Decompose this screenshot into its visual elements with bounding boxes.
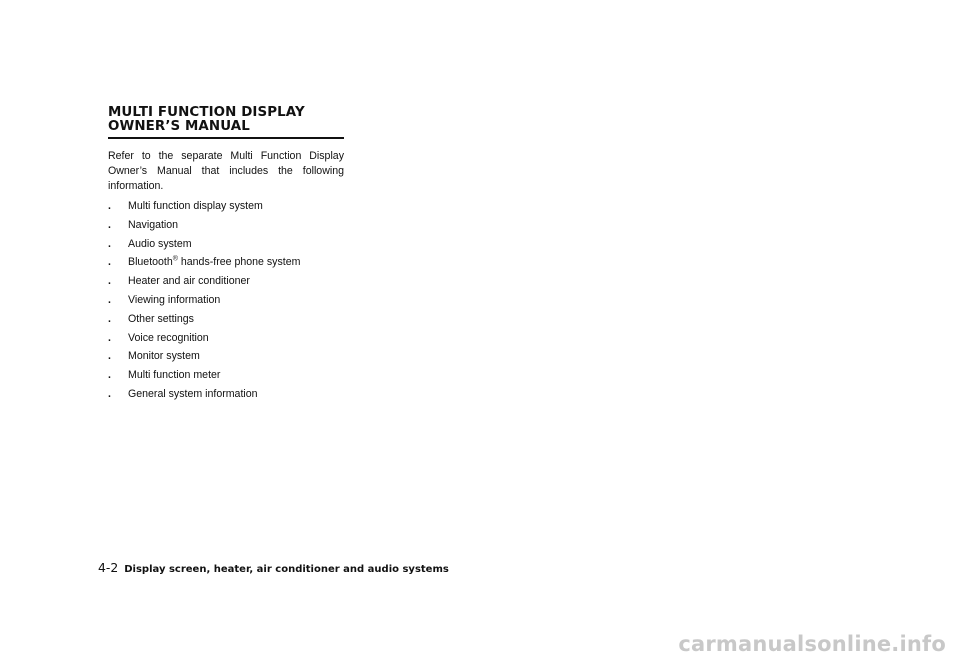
list-item-text: General system information (128, 387, 258, 400)
list-item (108, 238, 344, 251)
manual-section (108, 106, 344, 407)
list-item (108, 332, 344, 345)
bullet-icon: . (108, 331, 111, 344)
intro-paragraph: Refer to the separate Multi Function Display Owner’s Manual that includes the following information. (108, 150, 344, 192)
list-item (108, 388, 344, 401)
section-heading-line-2: OWNER’S MANUAL (108, 119, 250, 134)
list-item-text: Heater and air conditioner (128, 275, 250, 288)
page-footer (98, 561, 449, 577)
list-item (108, 219, 344, 232)
list-item (108, 256, 344, 269)
bullet-icon: . (108, 312, 111, 325)
list-item (108, 350, 344, 363)
list-item-text: Voice recognition (128, 331, 209, 344)
bullet-icon: . (108, 200, 111, 212)
list-item-text: Multi function meter (128, 369, 221, 382)
list-item (108, 294, 344, 307)
list-item-text: Multi function display system (128, 200, 263, 212)
bullet-icon: . (108, 387, 111, 400)
list-item-text: Navigation (128, 218, 179, 231)
list-item-text: Audio system (128, 237, 192, 250)
list-item-text: Monitor system (128, 350, 200, 363)
chapter-title: Display screen, heater, air conditioner and audio systems (124, 564, 449, 575)
section-heading-line-1: MULTI FUNCTION DISPLAY (108, 105, 305, 120)
list-item-text-suffix: hands-free phone system (177, 256, 301, 269)
information-list (108, 200, 344, 401)
bullet-icon: . (108, 293, 111, 306)
list-item (108, 200, 344, 213)
bullet-icon: . (108, 256, 111, 269)
bullet-icon: . (108, 350, 111, 363)
bullet-icon: . (108, 369, 111, 382)
list-item-text: Viewing information (128, 293, 221, 306)
list-item (108, 313, 344, 326)
list-item-text: Bluetooth (128, 256, 173, 269)
list-item (108, 275, 344, 288)
page-number: 4-2 (98, 560, 119, 575)
list-item (108, 369, 344, 382)
heading-underline (108, 137, 344, 139)
section-heading (108, 106, 344, 134)
watermark: carmanualsonline.info (678, 632, 946, 656)
list-item-text: Other settings (128, 312, 194, 325)
bullet-icon: . (108, 237, 111, 250)
registered-mark: ® (172, 255, 178, 263)
bullet-icon: . (108, 275, 111, 288)
bullet-icon: . (108, 218, 111, 231)
